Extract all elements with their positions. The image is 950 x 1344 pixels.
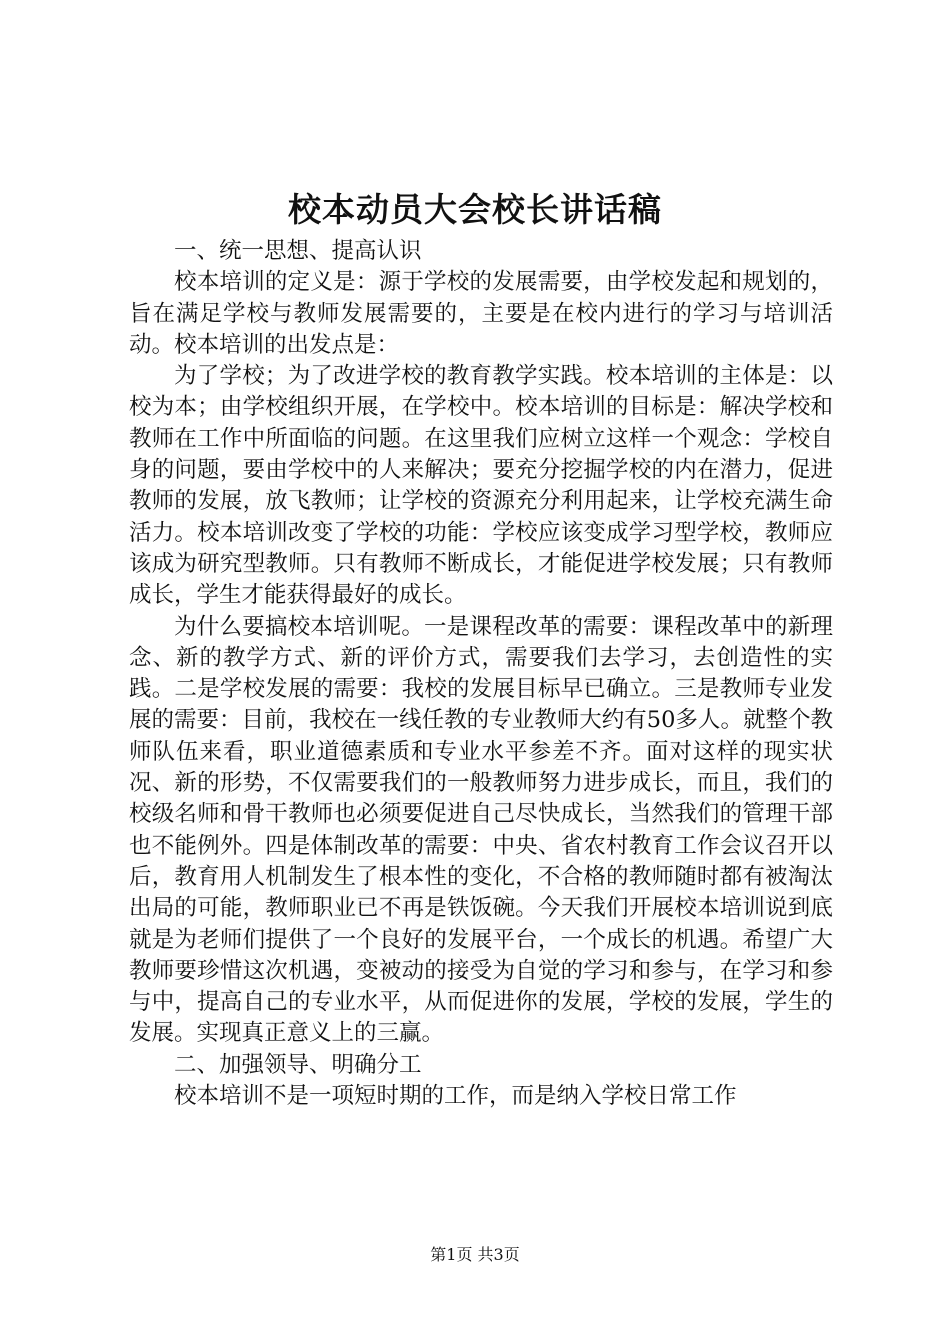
body-paragraph: 为什么要搞校本培训呢。一是课程改革的需要：课程改革中的新理念、新的教学方式、新的评价方式，需要我们去学习，去创造性的实践。二是学校发展的需要：我校的发展目标早已确立。三是教师专业发展的需要：目前，我校在一线任教的专业教师大约有50多人。就整个教师队伍来看，职业道德素质和专业水平参差不齐。面对这样的现实状况、新的形势，不仅需要我们的一般教师努力进步成长，而且，我们的校级名师和骨干教师也必须要促进自己尽快成长，当然我们的管理干部也不能例外。四是体制改革的需要：中央、省农村教育工作会议召开以后，教育用人机制发生了根本性的变化，不合格的教师随时都有被淘汰出局的可能，教师职业已不再是铁饭碗。今天我们开展校本培训说到底就是为老师们提供了一个良好的发展平台，一个成长的机遇。希望广大教师要珍惜这次机遇，变被动的接受为自觉的学习和参与，在学习和参与中，提高自己的专业水平，从而促进你的发展，学校的发展，学生的发展。实现真正意义上的三赢。 (129, 613, 833, 1047)
body-paragraph: 校本培训的定义是：源于学校的发展需要，由学校发起和规划的，旨在满足学校与教师发展需要的，主要是在校内进行的学习与培训活动。校本培训的出发点是： (129, 269, 833, 358)
body-paragraph: 校本培训不是一项短时期的工作，而是纳入学校日常工作 (174, 1083, 737, 1110)
section-heading-1: 一、统一思想、提高认识 (174, 238, 422, 264)
document-title: 校本动员大会校长讲话稿 (288, 190, 662, 229)
body-paragraph: 为了学校；为了改进学校的教育教学实践。校本培训的主体是：以校为本；由学校组织开展，在学校中。校本培训的目标是：解决学校和教师在工作中所面临的问题。在这里我们应树立这样一个观念：学校自身的问题，要由学校中的人来解决；要充分挖掘学校的内在潜力，促进教师的发展，放飞教师；让学校的资源充分利用起来，让学校充满生命活力。校本培训改变了学校的功能：学校应该变成学习型学校，教师应该成为研究型教师。只有教师不断成长，才能促进学校发展；只有教师成长，学生才能获得最好的成长。 (129, 363, 833, 609)
document-body (129, 236, 833, 1112)
section-heading-2: 二、加强领导、明确分工 (174, 1051, 422, 1078)
page-number-footer: 第1页 共3页 (430, 1245, 520, 1264)
